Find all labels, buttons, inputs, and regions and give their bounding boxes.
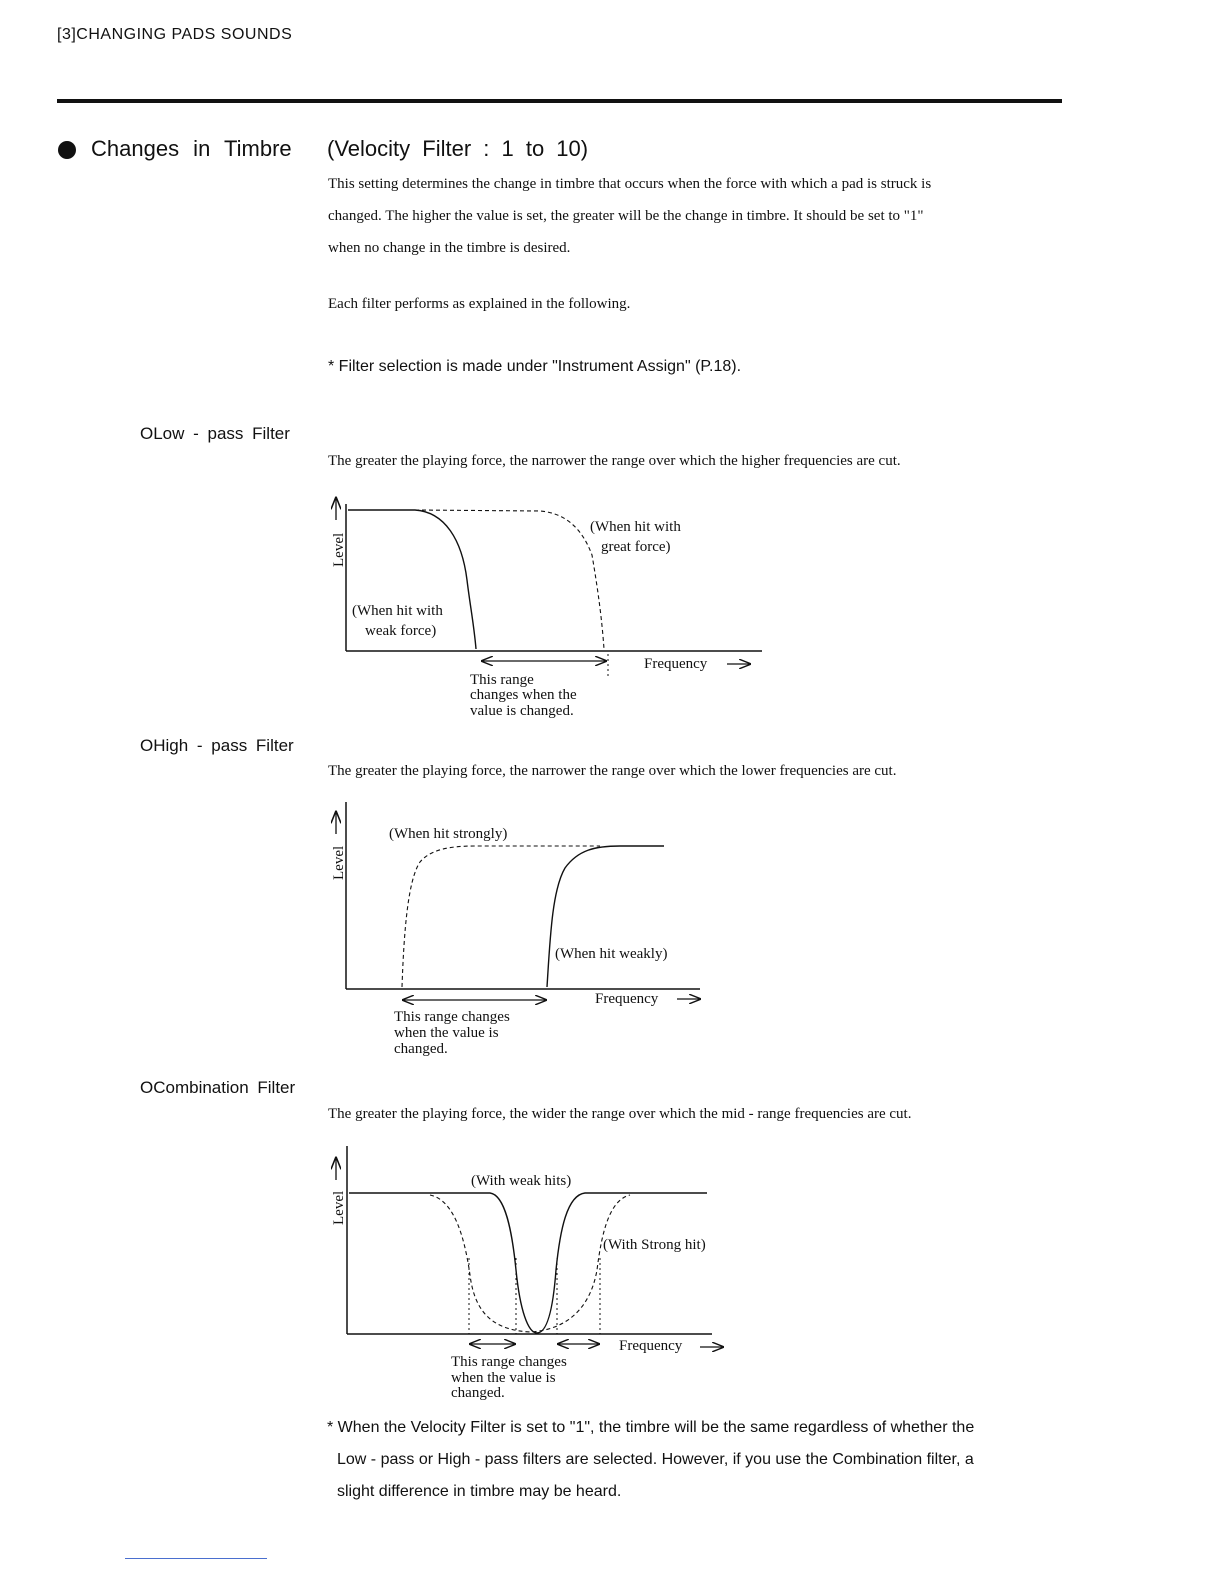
lowpass-heading: OLow - pass Filter bbox=[140, 424, 290, 443]
combination-range-label-3: changed. bbox=[451, 1385, 505, 1401]
lowpass-x-label: Frequency bbox=[644, 656, 708, 672]
lowpass-y-label: Level bbox=[331, 532, 347, 567]
intro-line: changed. The higher the value is set, the greater will be the change in timbre. It should be set to "1" bbox=[328, 208, 924, 224]
highpass-strong-label: (When hit strongly) bbox=[389, 826, 508, 842]
section-header: [3]CHANGING PADS SOUNDS bbox=[57, 26, 293, 43]
highpass-y-label: Level bbox=[331, 845, 347, 880]
lowpass-range-label-3: value is changed. bbox=[470, 703, 574, 719]
highpass-x-label: Frequency bbox=[595, 991, 659, 1007]
final-note-line: slight difference in timbre may be heard. bbox=[337, 1483, 622, 1500]
combination-range-label-1: This range changes bbox=[451, 1354, 567, 1370]
combination-range-label-2: when the value is bbox=[451, 1370, 556, 1386]
combination-y-label: Level bbox=[331, 1190, 347, 1225]
intro-line: when no change in the timbre is desired. bbox=[328, 240, 571, 256]
highpass-diagram bbox=[331, 802, 700, 1057]
lowpass-range-label-1: This range bbox=[470, 672, 534, 688]
lowpass-weak-label-1: (When hit with bbox=[352, 603, 443, 619]
footer-line bbox=[125, 1558, 267, 1559]
combination-diagram bbox=[331, 1146, 723, 1401]
section-title-param: (Velocity Filter : 1 to 10) bbox=[327, 136, 589, 161]
highpass-range-label-2: when the value is bbox=[394, 1025, 499, 1041]
combination-heading: OCombination Filter bbox=[140, 1078, 296, 1097]
filter-selection-note: * Filter selection is made under "Instrument Assign" (P.18). bbox=[328, 358, 742, 375]
combination-x-label: Frequency bbox=[619, 1338, 683, 1354]
lowpass-range-label-2: changes when the bbox=[470, 687, 577, 703]
highpass-weak-curve bbox=[547, 846, 664, 987]
intro-line: This setting determines the change in timbre that occurs when the force with which a pad is struck is bbox=[328, 176, 932, 192]
combination-weak-label: (With weak hits) bbox=[471, 1173, 572, 1189]
highpass-range-label-1: This range changes bbox=[394, 1009, 510, 1025]
intro-followup: Each filter performs as explained in the following. bbox=[328, 296, 631, 312]
lowpass-diagram bbox=[331, 498, 762, 719]
combination-description: The greater the playing force, the wider the range over which the mid - range frequencies are cut. bbox=[328, 1106, 912, 1122]
highpass-weak-label: (When hit weakly) bbox=[555, 946, 668, 962]
combination-strong-label: (With Strong hit) bbox=[603, 1237, 706, 1253]
highpass-description: The greater the playing force, the narrower the range over which the lower frequencies are cut. bbox=[328, 763, 897, 779]
final-note bbox=[327, 1412, 1077, 1508]
lowpass-strong-curve bbox=[415, 510, 604, 649]
highpass-range-label-3: changed. bbox=[394, 1041, 448, 1057]
highpass-strong-curve bbox=[402, 846, 600, 987]
combination-weak-curve bbox=[349, 1193, 707, 1333]
highpass-heading: OHigh - pass Filter bbox=[140, 736, 294, 755]
lowpass-description: The greater the playing force, the narrower the range over which the higher frequencies are cut. bbox=[328, 453, 901, 469]
final-note-line: * When the Velocity Filter is set to "1", the timbre will be the same regardless of whether the bbox=[327, 1419, 975, 1436]
lowpass-strong-label-2: great force) bbox=[601, 539, 671, 555]
lowpass-weak-label-2: weak force) bbox=[365, 623, 437, 639]
final-note-line: Low - pass or High - pass filters are selected. However, if you use the Combination filter, a bbox=[337, 1451, 974, 1468]
lowpass-strong-label-1: (When hit with bbox=[590, 519, 681, 535]
section-title: Changes in Timbre bbox=[91, 136, 292, 161]
